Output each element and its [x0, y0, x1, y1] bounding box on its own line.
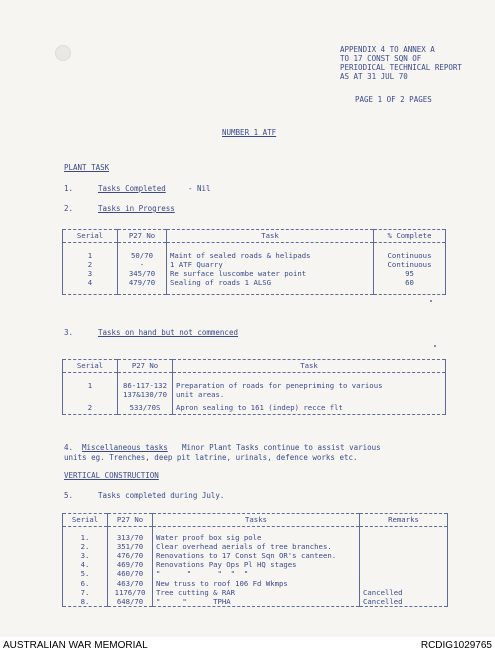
table-row: [63, 381, 446, 390]
table3-serial: 3.: [63, 551, 108, 560]
table3-p27: 351/70: [108, 542, 153, 551]
table3-p27: 648/70: [108, 597, 153, 607]
table1-serial: 2: [63, 260, 118, 269]
table3-serial: 5.: [63, 569, 108, 578]
table3-serial: 7.: [63, 588, 108, 597]
table3-p27: 460/70: [108, 569, 153, 578]
item-4-label: Miscellaneous tasks: [82, 443, 168, 452]
table3-serial: 1.: [63, 533, 108, 542]
table-row: [63, 569, 448, 578]
item-2-label: Tasks in Progress: [98, 204, 175, 213]
table-row: [63, 269, 446, 278]
table1-p27: 50/70: [118, 251, 167, 260]
table2-task: Apron sealing to 161 (indep) recce flt: [173, 403, 446, 412]
table-row: [63, 542, 448, 551]
table1-header-task: Task: [167, 230, 374, 243]
document-title: NUMBER 1 ATF: [222, 128, 277, 137]
table3-serial: 8.: [63, 597, 108, 607]
table3-task: Water proof box sig pole: [153, 533, 360, 542]
item-2-number: 2.: [64, 204, 74, 213]
table-row: [63, 533, 448, 542]
table-row: [63, 579, 448, 588]
table2-p27: 533/70S: [118, 403, 173, 412]
table2-header-p27: P27 No: [118, 360, 173, 373]
table1-task: Re surface luscombe water point: [167, 269, 374, 278]
footer-record-id: RCDIG1029765: [420, 640, 492, 651]
table3-remarks: [360, 569, 448, 578]
table3-task: New truss to roof 106 Fd Wkmps: [153, 579, 360, 588]
table2-task: Preparation of roads for penepriming to various: [173, 381, 446, 390]
table3-p27: 476/70: [108, 551, 153, 560]
table1-task: 1 ATF Quarry: [167, 260, 374, 269]
table2-p27: 137&130/70: [118, 390, 173, 399]
appendix-line-3: PERIODICAL TECHNICAL REPORT: [340, 63, 462, 72]
table3-task: Tree cutting & RAR: [153, 588, 360, 597]
table2-header-task: Task: [173, 360, 446, 373]
appendix-line-2: TO 17 CONST SQN OF: [340, 54, 422, 63]
plant-task-heading: PLANT TASK: [64, 163, 110, 172]
table-row: [63, 551, 448, 560]
table1-serial: 3: [63, 269, 118, 278]
table3-remarks: [360, 551, 448, 560]
table3-remarks: [360, 542, 448, 551]
table1-complete: 60: [374, 278, 446, 287]
table1-header-p27: P27 No: [118, 230, 167, 243]
table-row: [63, 588, 448, 597]
tasks-on-hand-table: [62, 359, 446, 415]
table-row: [63, 560, 448, 569]
vertical-tasks-completed-table: [62, 513, 448, 607]
table1-task: Maint of sealed roads & helipads: [167, 251, 374, 260]
table-row: [63, 260, 446, 269]
table-row: [63, 390, 446, 399]
appendix-line-1: APPENDIX 4 TO ANNEX A: [340, 45, 435, 54]
table3-remarks: [360, 560, 448, 569]
table1-serial: 1: [63, 251, 118, 260]
table3-task: " " " " ": [153, 569, 360, 578]
table3-task: Renovations Pay Ops Pl HQ stages: [153, 560, 360, 569]
table2-p27: 86-117-132: [118, 381, 173, 390]
item-4-number: 4.: [64, 443, 74, 452]
item-4-text-line-2: units eg. Trenches, deep pit latrine, urinals, defence works etc.: [64, 453, 358, 462]
table-row: [63, 403, 446, 412]
table3-p27: 1176/70: [108, 588, 153, 597]
table3-header-remarks: Remarks: [360, 514, 448, 527]
table3-remarks: Cancelled: [360, 588, 448, 597]
tasks-in-progress-table: [62, 229, 446, 295]
item-1-value: - Nil: [188, 184, 211, 193]
item-5-label: Tasks completed during July.: [98, 491, 225, 500]
table2-serial: [63, 390, 118, 399]
table-row: [63, 251, 446, 260]
table1-task: Sealing of roads 1 ALSG: [167, 278, 374, 287]
table2-header-serial: Serial: [63, 360, 118, 373]
table-row: [63, 597, 448, 607]
table1-header-serial: Serial: [63, 230, 118, 243]
table1-complete: Continuous: [374, 260, 446, 269]
item-5-number: 5.: [64, 491, 74, 500]
table1-p27: 479/70: [118, 278, 167, 287]
page-number: PAGE 1 OF 2 PAGES: [355, 95, 432, 104]
table1-serial: 4: [63, 278, 118, 287]
table3-header-tasks: Tasks: [153, 514, 360, 527]
table1-header-complete: % Complete: [374, 230, 446, 243]
table3-task: " " TPHA: [153, 597, 360, 607]
item-1-label: Tasks Completed: [98, 184, 166, 193]
ink-mark: [434, 345, 436, 347]
table3-p27: 313/70: [108, 533, 153, 542]
table2-serial: 2: [63, 403, 118, 412]
table2-serial: 1: [63, 381, 118, 390]
ink-mark: [430, 300, 432, 302]
table3-serial: 2.: [63, 542, 108, 551]
vertical-construction-heading: VERTICAL CONSTRUCTION: [64, 471, 159, 480]
table3-header-p27: P27 No: [108, 514, 153, 527]
archive-footer: [0, 637, 495, 654]
appendix-line-4: AS AT 31 JUL 70: [340, 72, 408, 81]
table1-p27: -: [118, 260, 167, 269]
table-row: [63, 278, 446, 287]
table3-task: Clear overhead aerials of tree branches.: [153, 542, 360, 551]
table1-p27: 345/70: [118, 269, 167, 278]
table3-remarks: [360, 579, 448, 588]
table3-header-serial: Serial: [63, 514, 108, 527]
table3-remarks: [360, 533, 448, 542]
table3-serial: 4.: [63, 560, 108, 569]
table2-task: unit areas.: [173, 390, 446, 399]
table1-complete: Continuous: [374, 251, 446, 260]
item-4-text-line-1: Minor Plant Tasks continue to assist various: [182, 443, 381, 452]
item-3-label: Tasks on hand but not commenced: [98, 328, 238, 337]
footer-institution: AUSTRALIAN WAR MEMORIAL: [3, 640, 148, 651]
table1-complete: 95: [374, 269, 446, 278]
item-3-number: 3.: [64, 328, 74, 337]
table3-remarks: Cancelled: [360, 597, 448, 607]
item-1-number: 1.: [64, 184, 74, 193]
table3-task: Renovations to 17 Const Sqn OR's canteen.: [153, 551, 360, 560]
table3-p27: 463/70: [108, 579, 153, 588]
table3-p27: 469/70: [108, 560, 153, 569]
punch-hole: [55, 45, 71, 61]
table3-serial: 6.: [63, 579, 108, 588]
